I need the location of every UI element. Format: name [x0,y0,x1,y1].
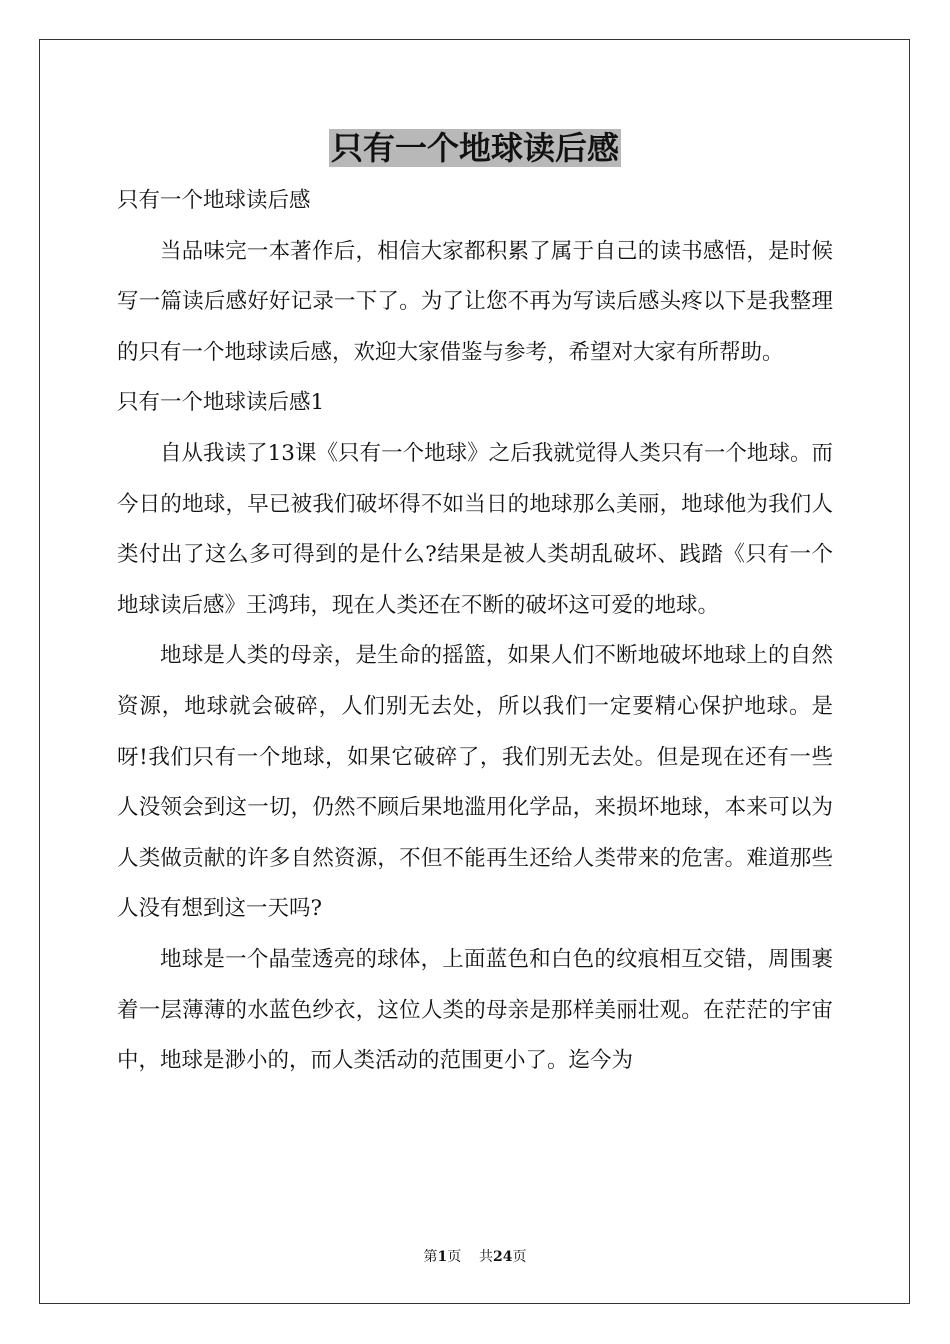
document-title-text: 只有一个地球读后感 [330,129,619,167]
body-paragraph-1: 自从我读了13课《只有一个地球》之后我就觉得人类只有一个地球。而今日的地球，早已被我们破坏得不如当日的地球那么美丽，地球他为我们人类付出了这么多可得到的是什么?结果是被人类胡乱破坏、践踏《只有一个地球读后感》王鸿玮，现在人类还在不断的破坏这可爱的地球。 [117,440,833,618]
page-suffix: 页 [447,1249,462,1265]
document-body [117,176,833,1087]
total-prefix: 共 [479,1249,494,1265]
document-subtitle: 只有一个地球读后感 [117,188,311,213]
total-suffix: 页 [512,1249,527,1265]
intro-paragraph: 当品味完一本著作后，相信大家都积累了属于自己的读书感悟，是时候写一篇读后感好好记录一下了。为了让您不再为写读后感头疼以下是我整理的只有一个地球读后感，欢迎大家借鉴与参考，希望对大家有所帮助。 [117,238,833,365]
body-paragraph-2: 地球是人类的母亲，是生命的摇篮，如果人们不断地破坏地球上的自然资源，地球就会破碎，人们别无去处，所以我们一定要精心保护地球。是呀!我们只有一个地球，如果它破碎了，我们别无去处。但是现在还有一些人没领会到这一切，仍然不顾后果地滥用化学品，来损坏地球，本来可以为人类做贡献的许多自然资源，不但不能再生还给人类带来的危害。难道那些人没有想到这一天吗? [117,643,833,922]
page-prefix: 第 [423,1249,438,1265]
page-total: 24 [493,1249,513,1265]
section-heading: 只有一个地球读后感1 [117,390,325,416]
body-paragraph-3: 地球是一个晶莹透亮的球体，上面蓝色和白色的纹痕相互交错，周围裹着一层薄薄的水蓝色纱衣，这位人类的母亲是那样美丽壮观。在茫茫的宇宙中，地球是渺小的，而人类活动的范围更小了。迄今为 [117,946,833,1074]
document-title [0,124,950,172]
page-footer [0,1247,950,1267]
page-current: 1 [437,1249,448,1265]
